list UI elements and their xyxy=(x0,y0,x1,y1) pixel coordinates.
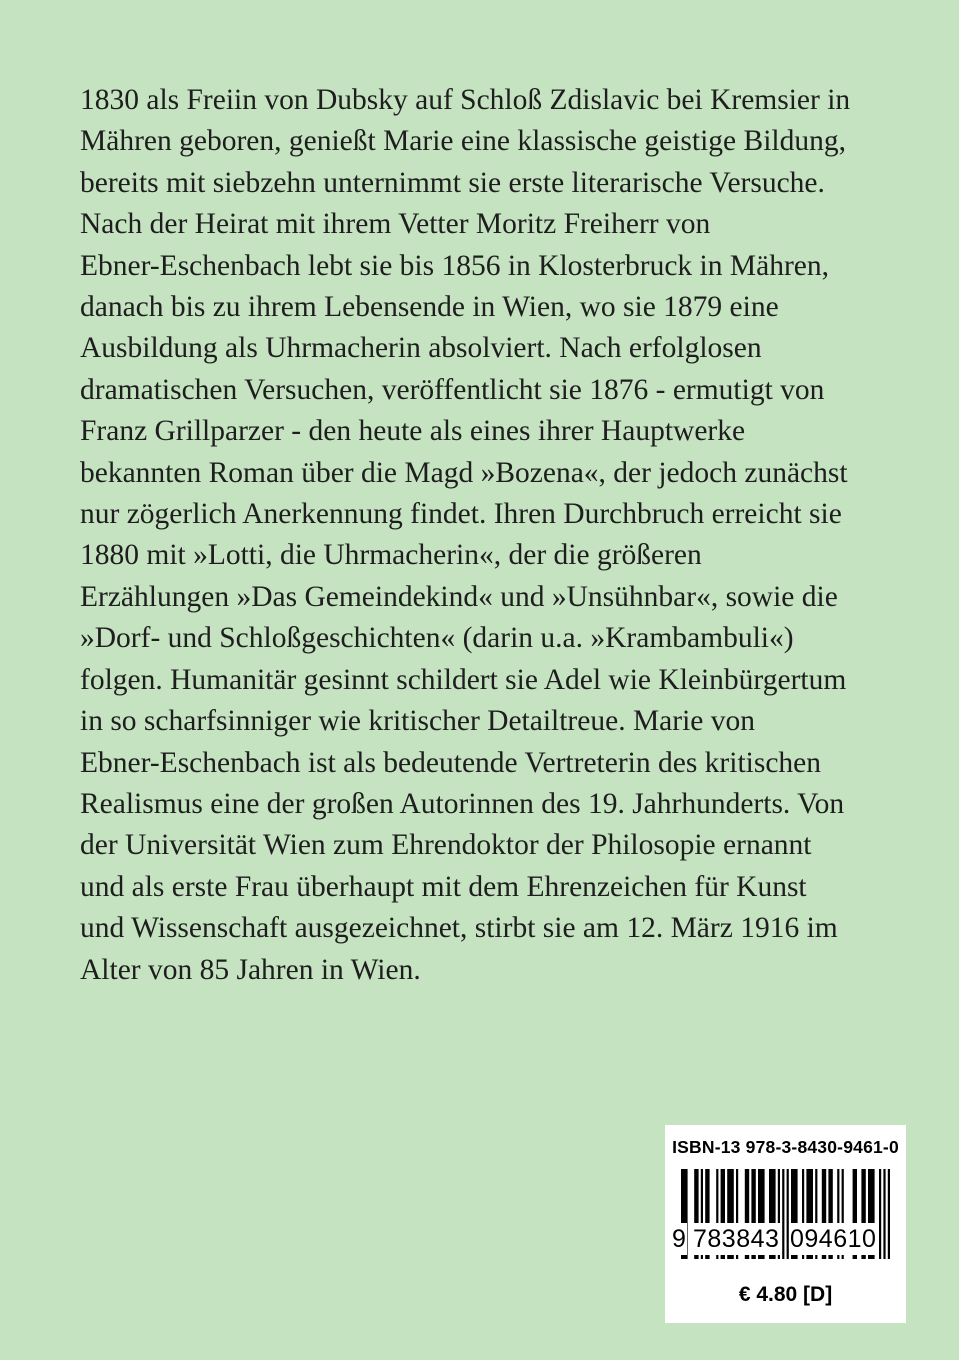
blurb-line: Erzählungen »Das Gemeindekind« und »Unsühnbar«, sowie die xyxy=(80,580,838,613)
blurb-line: und als erste Frau überhaupt mit dem Ehrenzeichen für Kunst xyxy=(80,870,807,903)
price-label: € 4.80 [D] xyxy=(738,1283,833,1306)
blurb-line: danach bis zu ihrem Lebensende in Wien, wo sie 1879 eine xyxy=(80,291,779,324)
barcode-digits-right: 094610 xyxy=(790,1225,877,1253)
blurb-line: 1880 mit »Lotti, die Uhrmacherin«, der die größeren xyxy=(80,539,702,572)
blurb-line: und Wissenschaft ausgezeichnet, stirbt sie am 12. März 1916 im xyxy=(80,912,838,945)
blurb-line: bereits mit siebzehn unternimmt sie erste literarische Versuche. xyxy=(80,166,825,199)
blurb-line: Ebner-Eschenbach lebt sie bis 1856 in Klosterbruck in Mähren, xyxy=(80,249,829,282)
isbn-barcode-panel xyxy=(665,1125,906,1323)
blurb-line: in so scharfsinniger wie kritischer Detailtreue. Marie von xyxy=(80,705,755,738)
barcode-digits xyxy=(665,1223,906,1257)
blurb-line: Nach der Heirat mit ihrem Vetter Moritz Freiherr von xyxy=(80,208,711,241)
blurb-line: Alter von 85 Jahren in Wien. xyxy=(80,953,421,986)
blurb-line: 1830 als Freiin von Dubsky auf Schloß Zdislavic bei Kremsier in xyxy=(80,84,851,116)
blurb-line: bekannten Roman über die Magd »Bozena«, der jedoch zunächst xyxy=(80,456,848,489)
blurb-line: folgen. Humanitär gesinnt schildert sie Adel wie Kleinbürgertum xyxy=(80,663,847,696)
isbn-label: ISBN-13 978-3-8430-9461-0 xyxy=(672,1137,899,1157)
barcode-digit-first: 9 xyxy=(672,1225,687,1253)
blurb-line: Ebner-Eschenbach ist als bedeutende Vertreterin des kritischen xyxy=(80,746,822,779)
blurb-line: »Dorf- und Schloßgeschichten« (darin u.a. »Krambambuli«) xyxy=(80,622,794,655)
back-cover-blurb xyxy=(80,80,880,991)
blurb-line: nur zögerlich Anerkennung findet. Ihren Durchbruch erreicht sie xyxy=(80,498,842,531)
blurb-line: Ausbildung als Uhrmacherin absolviert. Nach erfolglosen xyxy=(80,332,762,365)
blurb-line: Realismus eine der großen Autorinnen des 19. Jahrhunderts. Von xyxy=(80,787,845,820)
blurb-line: Franz Grillparzer - den heute als eines ihrer Hauptwerke xyxy=(80,415,746,448)
barcode-digits-left: 783843 xyxy=(693,1225,780,1253)
blurb-line: Mähren geboren, genießt Marie eine klassische geistige Bildung, xyxy=(80,125,846,158)
blurb-line: dramatischen Versuchen, veröffentlicht sie 1876 - ermutigt von xyxy=(80,373,825,406)
blurb-line: der Universität Wien zum Ehrendoktor der Philosopie ernannt xyxy=(80,829,812,862)
